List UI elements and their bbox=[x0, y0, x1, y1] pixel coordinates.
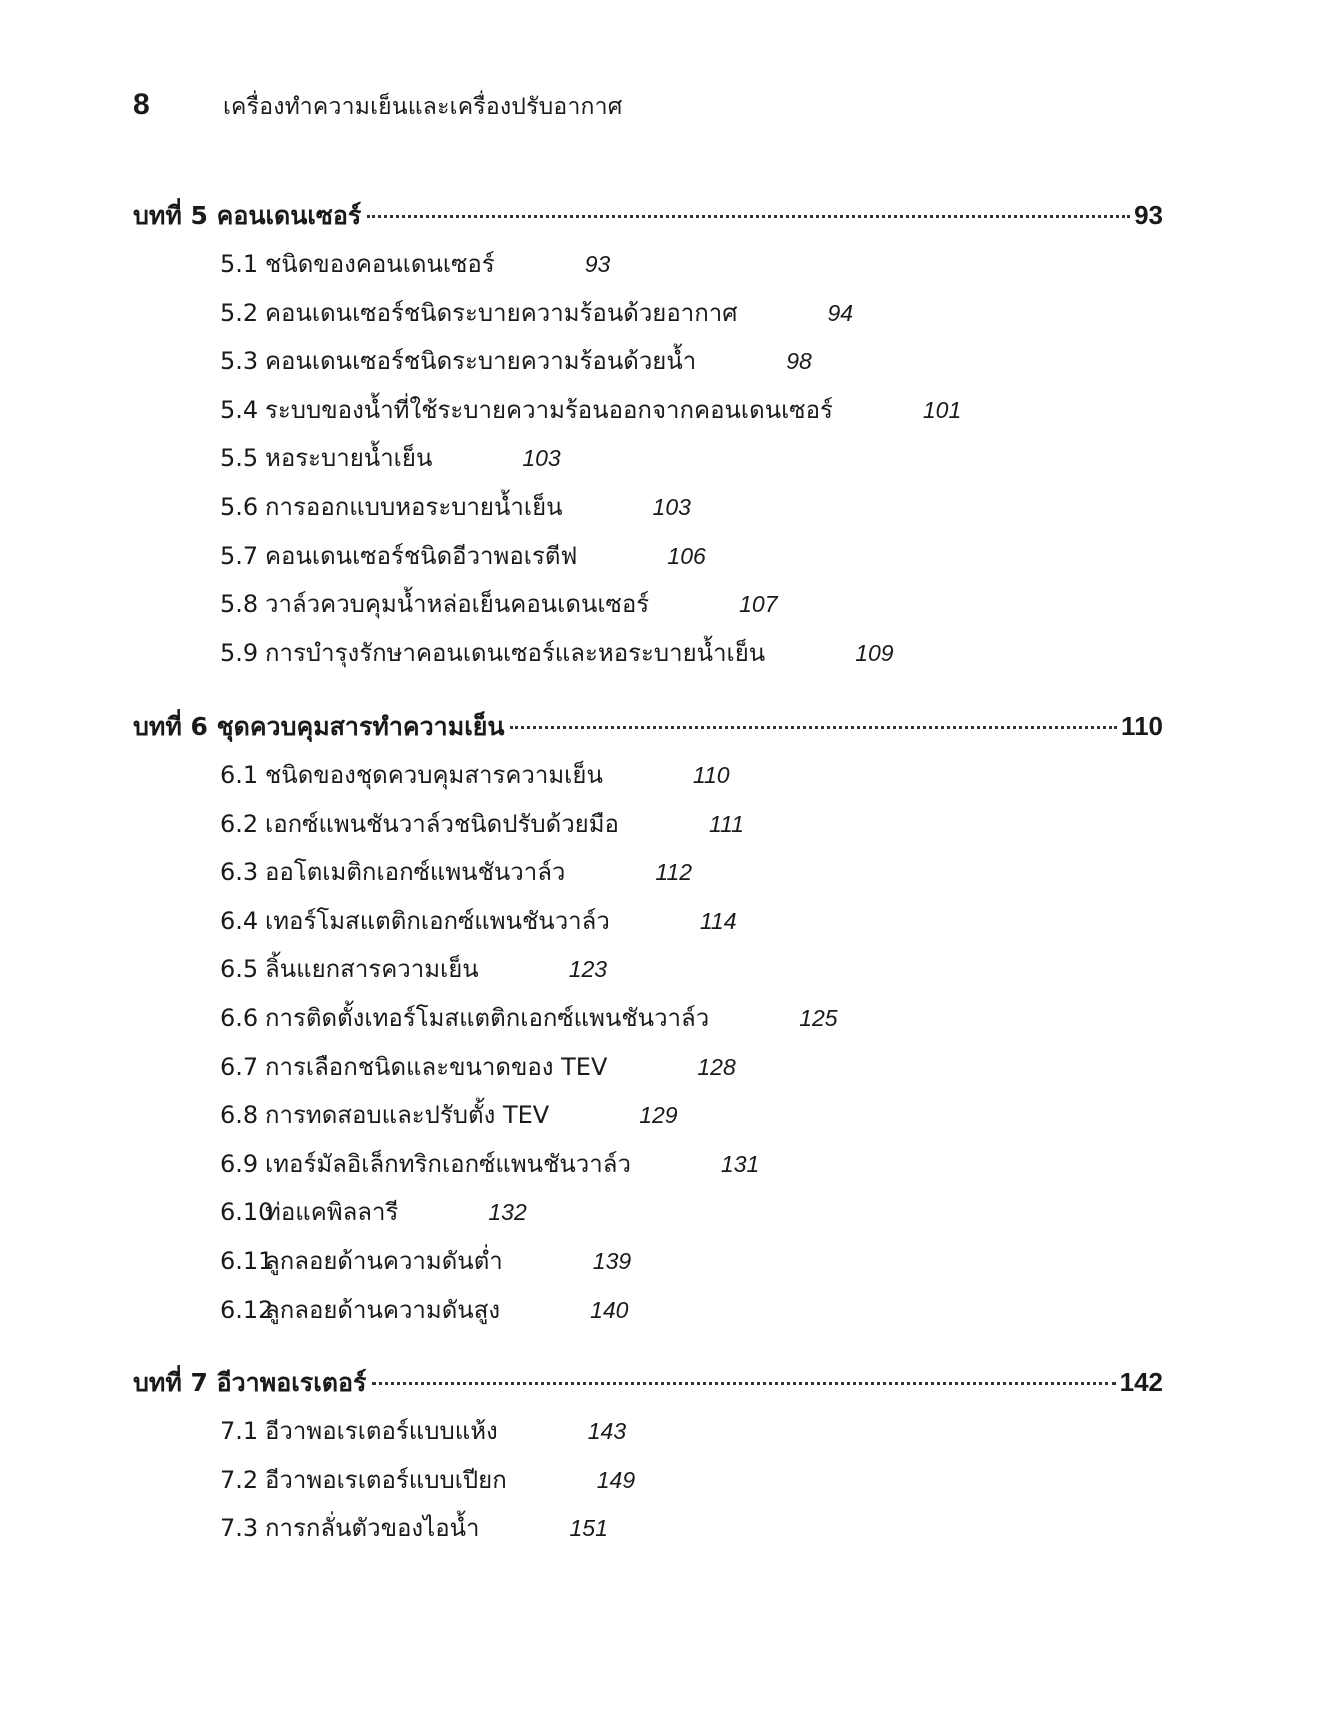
section-page: 103 bbox=[652, 493, 691, 520]
section-title: คอนเดนเซอร์ชนิดอีวาพอเรตีฟ bbox=[265, 541, 578, 570]
toc-entry bbox=[220, 852, 1163, 901]
section-page: 110 bbox=[692, 762, 730, 788]
page-number: 8 bbox=[133, 88, 150, 121]
section-title: อีวาพอเรเตอร์แบบแห้ง bbox=[265, 1417, 498, 1445]
section-title: การติดตั้งเทอร์โมสแตติกเอกซ์แพนชันวาล์ว bbox=[265, 1003, 710, 1032]
section-title: คอนเดนเซอร์ชนิดระบายความร้อนด้วยน้ำ bbox=[265, 347, 697, 376]
toc-entry bbox=[220, 438, 1163, 487]
section-page: 112 bbox=[655, 859, 693, 886]
chapter-7 bbox=[133, 1363, 1163, 1557]
toc-entry bbox=[220, 1411, 1163, 1460]
section-page: 149 bbox=[596, 1466, 636, 1493]
section-title: ออโตเมติกเอกซ์แพนชันวาล์ว bbox=[265, 858, 566, 887]
section-number: 7.3 bbox=[220, 1514, 259, 1543]
section-page: 151 bbox=[569, 1515, 608, 1542]
toc-entry bbox=[220, 998, 1163, 1047]
section-title: ลูกลอยด้านความดันสูง bbox=[265, 1295, 501, 1324]
section-number: 5.5 bbox=[220, 444, 259, 473]
section-number: 5.7 bbox=[220, 541, 259, 570]
section-title: การบำรุงรักษาคอนเดนเซอร์และหอระบายน้ำเย็น bbox=[265, 638, 766, 667]
toc-entry bbox=[220, 1192, 1163, 1241]
toc-entry bbox=[220, 1241, 1163, 1290]
section-number: 7.2 bbox=[220, 1465, 259, 1494]
toc-entry bbox=[220, 633, 1163, 682]
chapter-page: 110 bbox=[1121, 711, 1163, 741]
chapter-heading bbox=[133, 707, 1163, 755]
section-title: เอกซ์แพนชันวาล์วชนิดปรับด้วยมือ bbox=[265, 809, 619, 838]
chapter-title: บทที่ 5 คอนเดนเซอร์ bbox=[133, 201, 362, 230]
section-title: เทอร์โมสแตติกเอกซ์แพนชันวาล์ว bbox=[265, 906, 610, 935]
chapter-page: 93 bbox=[1134, 200, 1163, 230]
section-page: 109 bbox=[855, 639, 894, 666]
section-page: 106 bbox=[667, 542, 706, 569]
section-title: ระบบของน้ำที่ใช้ระบายความร้อนออกจากคอนเดนเซอร์ bbox=[265, 395, 833, 424]
section-list bbox=[220, 244, 1163, 681]
section-title: การเลือกชนิดและขนาดของ TEV bbox=[265, 1052, 608, 1081]
section-number: 6.8 bbox=[220, 1101, 259, 1130]
toc-entry bbox=[220, 584, 1163, 633]
section-title: ลูกลอยด้านความดันต่ำ bbox=[265, 1246, 503, 1275]
section-page: 143 bbox=[587, 1418, 627, 1444]
section-number: 5.6 bbox=[220, 492, 259, 521]
section-title: การทดสอบและปรับตั้ง TEV bbox=[265, 1101, 550, 1130]
section-number: 7.1 bbox=[220, 1417, 259, 1445]
book-title: เครื่องทำความเย็นและเครื่องปรับอากาศ bbox=[223, 94, 623, 120]
section-title: ท่อแคพิลลารี bbox=[265, 1198, 399, 1227]
section-title: การกลั่นตัวของไอน้ำ bbox=[265, 1514, 480, 1543]
section-number: 6.3 bbox=[220, 858, 259, 887]
section-page: 101 bbox=[922, 396, 962, 423]
section-list bbox=[220, 755, 1163, 1338]
section-number: 5.2 bbox=[220, 298, 259, 327]
section-title: ชนิดของคอนเดนเซอร์ bbox=[265, 250, 495, 278]
section-page: 125 bbox=[799, 1004, 838, 1031]
section-page: 132 bbox=[488, 1199, 527, 1226]
section-page: 107 bbox=[739, 591, 778, 618]
dot-leader bbox=[372, 1382, 1115, 1385]
toc-entry bbox=[220, 755, 1163, 804]
section-number: 5.9 bbox=[220, 638, 259, 667]
section-number: 5.1 bbox=[220, 250, 259, 278]
chapter-heading bbox=[133, 1363, 1163, 1411]
section-number: 6.12 bbox=[220, 1295, 274, 1324]
section-number: 6.7 bbox=[220, 1052, 259, 1081]
section-page: 123 bbox=[568, 956, 608, 983]
chapter-page: 142 bbox=[1119, 1367, 1163, 1397]
section-page: 131 bbox=[720, 1150, 760, 1177]
section-title: อีวาพอเรเตอร์แบบเปียก bbox=[265, 1465, 507, 1494]
section-number: 6.6 bbox=[220, 1003, 259, 1032]
section-page: 139 bbox=[592, 1247, 632, 1274]
section-title: หอระบายน้ำเย็น bbox=[265, 444, 433, 473]
chapter-heading bbox=[133, 196, 1163, 244]
section-title: การออกแบบหอระบายน้ำเย็น bbox=[265, 492, 563, 521]
section-page: 128 bbox=[697, 1053, 736, 1080]
section-number: 6.2 bbox=[220, 809, 259, 838]
toc-entry bbox=[220, 390, 1163, 439]
dot-leader bbox=[510, 726, 1117, 729]
section-number: 6.10 bbox=[220, 1198, 274, 1227]
section-page: 103 bbox=[522, 445, 561, 472]
chapter-5 bbox=[133, 196, 1163, 681]
chapter-title: บทที่ 6 ชุดควบคุมสารทำความเย็น bbox=[133, 712, 505, 741]
section-page: 140 bbox=[590, 1296, 629, 1323]
section-page: 94 bbox=[827, 299, 854, 326]
section-number: 5.4 bbox=[220, 395, 259, 424]
chapter-title: บทที่ 7 อีวาพอเรเตอร์ bbox=[133, 1368, 367, 1397]
section-number: 6.5 bbox=[220, 955, 259, 984]
toc-entry bbox=[220, 1508, 1163, 1557]
toc-entry bbox=[220, 487, 1163, 536]
section-page: 114 bbox=[699, 907, 737, 934]
toc-entry bbox=[220, 804, 1163, 853]
toc-entry bbox=[220, 1290, 1163, 1339]
toc-entry bbox=[220, 1047, 1163, 1096]
section-title: วาล์วควบคุมน้ำหล่อเย็นคอนเดนเซอร์ bbox=[265, 590, 650, 619]
toc-entry bbox=[220, 1144, 1163, 1193]
section-title: ชนิดของชุดควบคุมสารความเย็น bbox=[265, 761, 603, 789]
toc-entry bbox=[220, 901, 1163, 950]
section-number: 6.1 bbox=[220, 761, 259, 789]
section-number: 6.11 bbox=[220, 1246, 274, 1275]
dot-leader bbox=[367, 215, 1130, 218]
section-page: 98 bbox=[786, 348, 812, 375]
chapter-6 bbox=[133, 707, 1163, 1338]
toc-entry bbox=[220, 341, 1163, 390]
section-title: ลิ้นแยกสารความเย็น bbox=[265, 955, 479, 984]
section-number: 5.3 bbox=[220, 347, 259, 376]
toc-entry bbox=[220, 1095, 1163, 1144]
section-list bbox=[220, 1411, 1163, 1557]
section-page: 93 bbox=[584, 251, 611, 277]
toc-entry bbox=[220, 1460, 1163, 1509]
toc-entry bbox=[220, 244, 1163, 293]
section-title: คอนเดนเซอร์ชนิดระบายความร้อนด้วยอากาศ bbox=[265, 298, 738, 327]
section-page: 111 bbox=[708, 810, 744, 837]
page-header bbox=[133, 88, 623, 125]
section-title: เทอร์มัลอิเล็กทริกเอกซ์แพนชันวาล์ว bbox=[265, 1149, 631, 1178]
toc-entry bbox=[220, 293, 1163, 342]
section-number: 6.4 bbox=[220, 906, 259, 935]
section-page: 129 bbox=[639, 1102, 678, 1129]
toc-entry bbox=[220, 536, 1163, 585]
toc-entry bbox=[220, 949, 1163, 998]
section-number: 6.9 bbox=[220, 1149, 259, 1178]
section-number: 5.8 bbox=[220, 590, 259, 619]
